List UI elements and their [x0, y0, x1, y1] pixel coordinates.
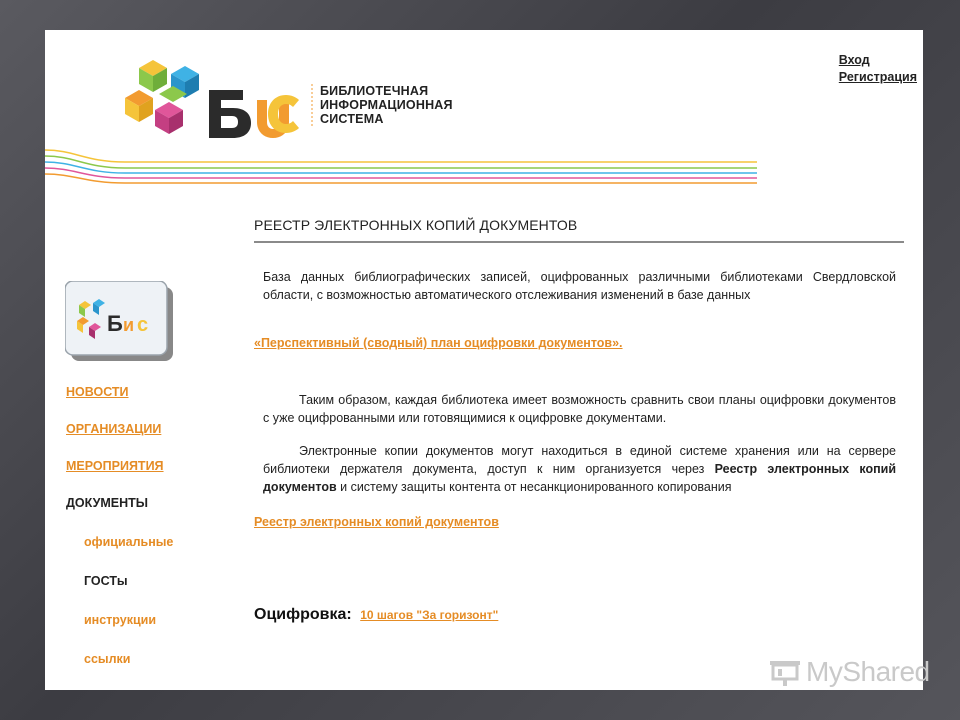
- logo-line: ИНФОРМАЦИОННАЯ: [320, 98, 453, 112]
- title-divider: [254, 241, 904, 243]
- nav-item-documents: ДОКУМЕНТЫ: [66, 496, 148, 510]
- logo-cubes-icon: [125, 60, 199, 134]
- subnav-item-instructions[interactable]: инструкции: [84, 613, 157, 627]
- digitization-section: [254, 606, 498, 624]
- logo-line: СИСТЕМА: [320, 112, 384, 126]
- bis-logo: [123, 58, 323, 148]
- logo-divider: [311, 84, 313, 128]
- nav-item-events[interactable]: МЕРОПРИЯТИЯ: [66, 459, 164, 473]
- auth-links: [839, 52, 917, 86]
- intro-paragraph: База данных библиографических записей, оцифрованных различными библиотеками Свердловской области, с возможностью автоматического отслеживания изменений в базе данных: [263, 270, 896, 302]
- storage-text-bold: Реестр электронных копий документов: [263, 462, 896, 494]
- storage-text-end: и систему защиты контента от несанкционированного копирования: [336, 480, 732, 494]
- login-link[interactable]: Вход: [838, 53, 870, 67]
- svg-text:и: и: [123, 315, 135, 335]
- digitization-label: Оцифровка:: [254, 606, 352, 623]
- watermark: [768, 656, 930, 688]
- subnav-item-links[interactable]: ссылки: [84, 652, 131, 666]
- registry-link[interactable]: Реестр электронных копий документов: [254, 515, 499, 529]
- logo-line: БИБЛИОТЕЧНАЯ: [320, 84, 429, 98]
- nav-item-organizations[interactable]: ОРГАНИЗАЦИИ: [66, 422, 162, 436]
- web-page: [45, 30, 923, 690]
- svg-text:с: с: [137, 314, 149, 336]
- paragraph-comparison: Таким образом, каждая библиотека имеет возможность сравнить свои планы оцифровки документов с уже оцифрованными или готовящимися к оцифровке документами.: [263, 393, 896, 425]
- watermark-text: MyShared: [806, 656, 930, 687]
- ten-steps-link[interactable]: 10 шагов "За горизонт": [360, 608, 499, 622]
- nav-item-news[interactable]: НОВОСТИ: [66, 385, 129, 399]
- storage-text-start: Электронные копии документов могут находиться в единой системе хранения или на сервере библиотеки держателя документа, доступ к ним организуется через: [263, 444, 896, 476]
- header-stripes: [45, 148, 765, 188]
- subnav-item-gost: ГОСТы: [84, 574, 128, 588]
- register-link[interactable]: Регистрация: [838, 70, 917, 84]
- plan-link[interactable]: «Перспективный (сводный) план оцифровки документов».: [254, 336, 623, 350]
- presentation-icon: [768, 657, 802, 687]
- paragraph-storage: [263, 442, 896, 496]
- svg-text:Б: Б: [107, 311, 123, 336]
- page-title: РЕЕСТР ЭЛЕКТРОННЫХ КОПИЙ ДОКУМЕНТОВ: [254, 217, 578, 233]
- sidebar-logo[interactable]: [65, 281, 175, 363]
- subnav-item-official[interactable]: официальные: [84, 535, 174, 549]
- logo-caption: [320, 84, 453, 126]
